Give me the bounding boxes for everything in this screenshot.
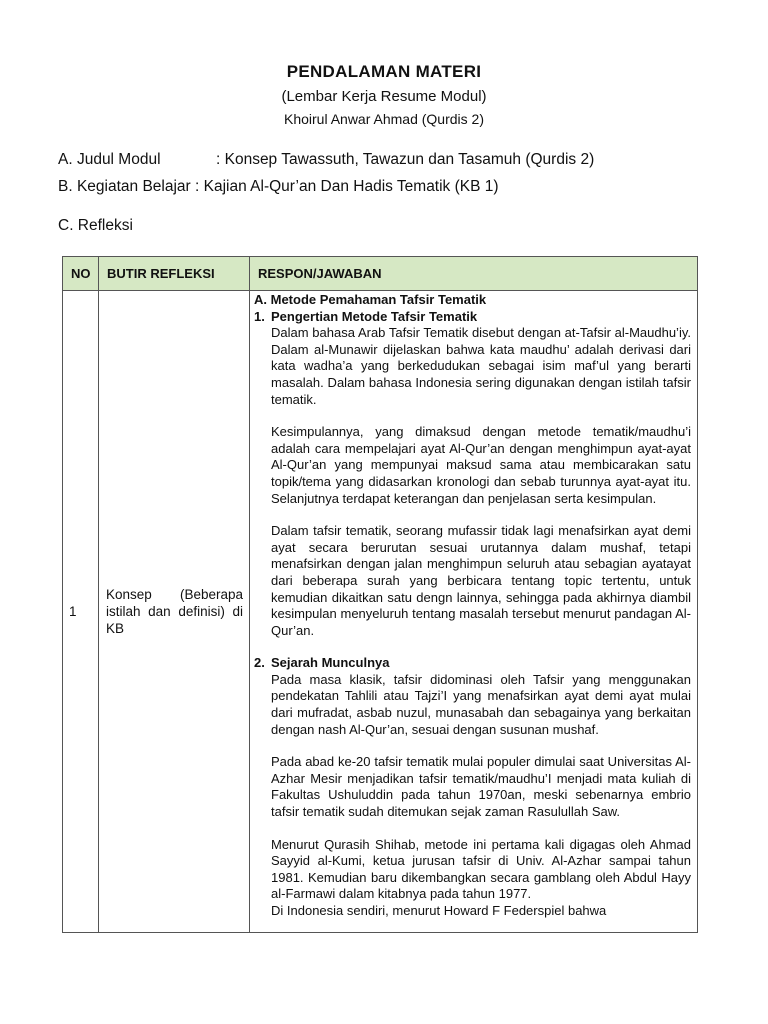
refleksi-heading: C. Refleksi bbox=[58, 217, 133, 234]
subheading-number: 1. bbox=[254, 308, 265, 324]
paragraph: Pada abad ke-20 tafsir tematik mulai populer dimulai saat Universitas Al-Azhar Mesir menjadikan tafsir tematik/maudhu’I menjadi mata kuliah di Fakultas Ushuluddin pada tahun 1970an, meski sebenarnya embrio tafsir tematik sudah ditemukan sejak zaman Rasulullah Saw. bbox=[271, 754, 691, 820]
table-header-row bbox=[63, 257, 698, 291]
respon-content bbox=[254, 292, 691, 928]
subheading-pengertian bbox=[254, 309, 691, 326]
paragraph: Di Indonesia sendiri, menurut Howard F Federspiel bahwa bbox=[271, 903, 607, 918]
kegiatan-belajar-value: : Kajian Al-Qur’an Dan Hadis Tematik (KB 1) bbox=[195, 178, 499, 195]
header-no: NO bbox=[63, 257, 99, 291]
section-heading-a: A. Metode Pemahaman Tafsir Tematik bbox=[254, 292, 487, 307]
subheading-number: 2. bbox=[254, 655, 265, 671]
butir-refleksi-cell: Konsep (Beberapa istilah dan definisi) di KB bbox=[99, 291, 250, 933]
judul-modul-value: : Konsep Tawassuth, Tawazun dan Tasamuh (Qurdis 2) bbox=[216, 151, 595, 168]
page-title: PENDALAMAN MATERI bbox=[286, 62, 482, 81]
author-line: Khoirul Anwar Ahmad (Qurdis 2) bbox=[284, 111, 484, 127]
refleksi-table bbox=[62, 256, 698, 933]
respon-cell bbox=[250, 291, 698, 933]
judul-modul-label: A. Judul Modul bbox=[58, 151, 161, 168]
page-subtitle: (Lembar Kerja Resume Modul) bbox=[281, 88, 487, 105]
paragraph: Dalam tafsir tematik, seorang mufassir tidak lagi menafsirkan ayat demi ayat secara berurutan sesuai urutannya dalam mushaf, tetapi menafsirkan dengan jalan menghimpun seluruh atau sebagian ayatayat dari beberapa surah yang berbicara tentang topic tertentu, untuk kemudian dikaitkan satu dengn lainnya, sehingga pada akhirnya diambil kesimpulan menyeluruh tentang masalah tersebut menurut pandagan Al-Qur’an. bbox=[271, 523, 691, 638]
subheading-title: Pengertian Metode Tafsir Tematik bbox=[271, 308, 478, 324]
kegiatan-belajar-label: B. Kegiatan Belajar bbox=[58, 178, 191, 195]
table-row bbox=[63, 291, 698, 933]
paragraph: Menurut Qurasih Shihab, metode ini pertama kali digagas oleh Ahmad Sayyid al-Kumi, ketua jurusan tafsir di Univ. Al-Azhar sampai tahun 1981. Kemudian baru dikembangkan secara gamblang oleh Abdul Hayy al-Farmawi dalam kitabnya pada tahun 1977. bbox=[271, 836, 691, 902]
header-butir-refleksi: BUTIR REFLEKSI bbox=[99, 257, 250, 291]
paragraph: Dalam bahasa Arab Tafsir Tematik disebut dengan at-Tafsir al-Maudhu’iy. Dalam al-Munawir dijelaskan bahwa kata maudhu’ adalah derivasi dari kata wadha’a yang berkedudukan sebagai isim maf’ul yang berarti masalah. Dalam bahasa Indonesia sering digunakan dengan istilah tafsir tematik. bbox=[271, 325, 691, 407]
row-number: 1 bbox=[63, 291, 99, 933]
subheading-sejarah bbox=[254, 655, 691, 672]
kegiatan-belajar-row bbox=[58, 178, 499, 196]
paragraph: Pada masa klasik, tafsir didominasi oleh Tafsir yang menggunakan pendekatan Tahlili atau Tajzi’I yang menafsirkan ayat demi ayat mulai dari mufradat, asbab nuzul, munasabah dan sebagainya yang berkaitan dengan nash Al-Qur’an, sesuai dengan susunan mushaf. bbox=[271, 671, 691, 737]
paragraph: Kesimpulannya, yang dimaksud dengan metode tematik/maudhu’i adalah cara mempelajari ayat Al-Qur’an dengan menghimpun ayat-ayat Al-Qur’an yang mempunyai maksud sama atau membicarakan satu topik/tema yang didasarkan kronologi dan sebab turunnya ayat-ayat itu. Selanjutnya terdapat keterangan dan penjelasan serta kesimpulan. bbox=[271, 424, 691, 506]
judul-modul-row bbox=[58, 151, 594, 169]
subheading-title: Sejarah Munculnya bbox=[271, 655, 390, 671]
header-respon-jawaban: RESPON/JAWABAN bbox=[250, 257, 698, 291]
